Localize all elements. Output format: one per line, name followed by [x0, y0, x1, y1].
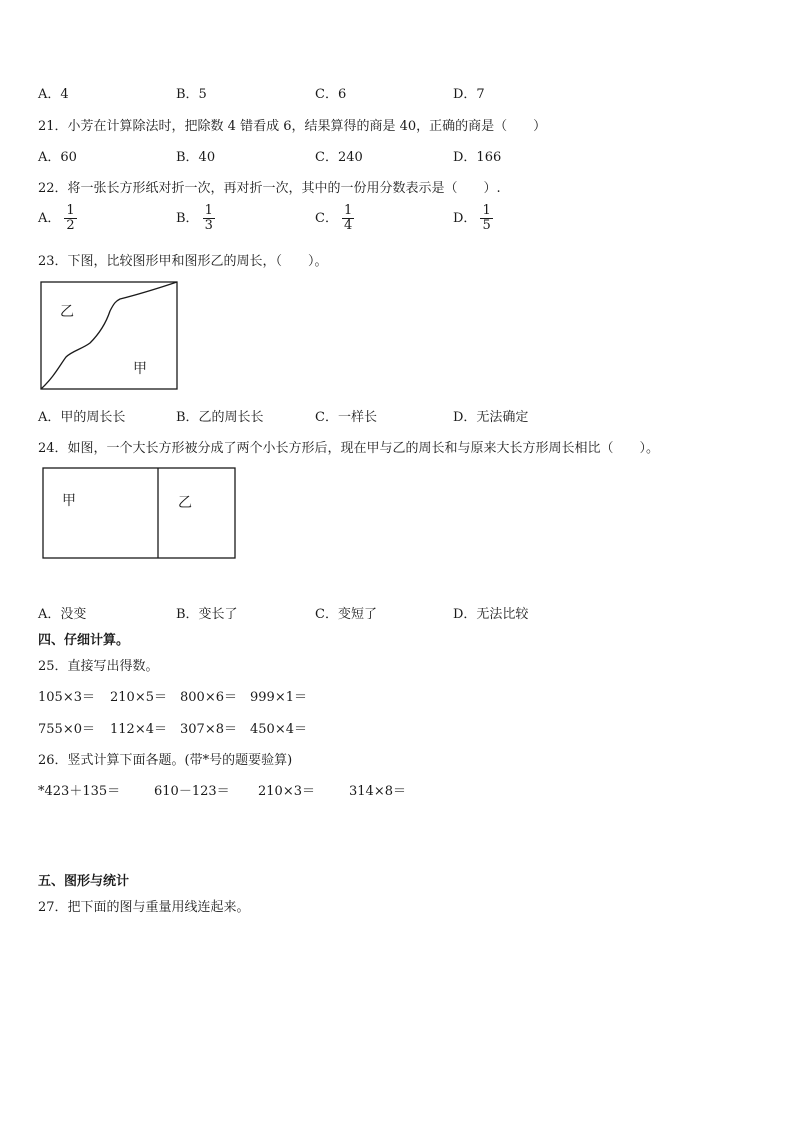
q25-row2-item3: 307×8＝: [180, 722, 237, 737]
q22-option-a: [38, 204, 77, 233]
q25-row2-item2: 112×4＝: [110, 722, 167, 737]
fraction-denominator: 3: [204, 218, 213, 233]
section-5-heading: 五、图形与统计: [38, 874, 130, 889]
q21-option-b: B．40: [176, 150, 216, 165]
q24-figure-label-yi: 乙: [178, 495, 192, 511]
q25-question: 25．直接写出得数。: [38, 659, 159, 674]
q23-figure-label-yi: 乙: [60, 304, 74, 320]
fraction-numerator: 1: [66, 203, 75, 218]
q22-option-b-label: B．: [176, 211, 199, 226]
q22-option-c: [315, 204, 354, 233]
q20-option-a: A．4: [38, 87, 69, 102]
q25-row1-item3: 800×6＝: [180, 690, 237, 705]
q21-option-d: D．166: [453, 150, 502, 165]
q23-figure-label-jia: 甲: [133, 361, 147, 377]
q24-option-a: A．没变: [38, 607, 87, 622]
fraction-denominator: 5: [482, 218, 491, 233]
q22-option-d-label: D．: [453, 211, 477, 226]
q23-option-c: C．一样长: [315, 410, 377, 425]
q24-option-b: B．变长了: [176, 607, 238, 622]
q21-option-c: C．240: [315, 150, 363, 165]
q20-option-c: C．6: [315, 87, 347, 102]
q26-item1: *423＋135＝: [38, 784, 121, 799]
q25-row1-item4: 999×1＝: [250, 690, 307, 705]
section-4-heading: 四、仔细计算。: [38, 633, 130, 648]
q24-figure: [42, 467, 238, 561]
q25-row1-item2: 210×5＝: [110, 690, 167, 705]
q27-question: 27．把下面的图与重量用线连起来。: [38, 900, 250, 915]
q26-item4: 314×8＝: [349, 784, 406, 799]
q24-figure-rectangle: [43, 468, 235, 558]
q23-option-b: B．乙的周长长: [176, 410, 264, 425]
q24-figure-label-jia: 甲: [62, 493, 76, 509]
q25-row2-item1: 755×0＝: [38, 722, 95, 737]
q23-option-d: D．无法确定: [453, 410, 529, 425]
q25-row2-item4: 450×4＝: [250, 722, 307, 737]
q22-option-c-fraction: [342, 204, 354, 233]
q25-row1-item1: 105×3＝: [38, 690, 95, 705]
q23-figure-dividing-curve: [41, 282, 177, 389]
fraction-numerator: 1: [204, 203, 213, 218]
q22-option-a-label: A．: [38, 211, 61, 226]
fraction-numerator: 1: [343, 203, 353, 218]
q22-option-a-fraction: [64, 204, 76, 233]
q21-option-a: A．60: [38, 150, 77, 165]
q22-option-c-label: C．: [315, 211, 338, 226]
q26-question: 26．竖式计算下面各题。(带*号的题要验算): [38, 753, 293, 768]
fraction-numerator: 1: [482, 203, 491, 218]
q22-option-d-fraction: [480, 204, 492, 233]
q26-item3: 210×3＝: [258, 784, 315, 799]
q24-question: 24．如图，一个大长方形被分成了两个小长方形后，现在甲与乙的周长和与原来大长方形周长相比（ ）。: [38, 441, 660, 456]
q23-figure: [40, 281, 180, 391]
q21-question: 21．小芳在计算除法时，把除数 4 错看成 6，结果算得的商是 40，正确的商是（ ）: [38, 119, 547, 134]
fraction-denominator: 2: [66, 218, 75, 233]
q24-option-d: D．无法比较: [453, 607, 529, 622]
fraction-denominator: 4: [343, 218, 353, 233]
q26-item2: 610－123＝: [154, 784, 230, 799]
q22-question: 22．将一张长方形纸对折一次，再对折一次，其中的一份用分数表示是（ ）.: [38, 181, 501, 196]
q24-option-c: C．变短了: [315, 607, 377, 622]
q22-option-b-fraction: [203, 204, 215, 233]
q20-option-d: D．7: [453, 87, 485, 102]
q22-option-b: [176, 204, 215, 233]
q23-question: 23．下图，比较图形甲和图形乙的周长，（ ）。: [38, 254, 328, 269]
q23-figure-rectangle: [41, 282, 177, 389]
q23-option-a: A．甲的周长长: [38, 410, 126, 425]
q22-option-d: [453, 204, 493, 233]
q20-option-b: B．5: [176, 87, 207, 102]
